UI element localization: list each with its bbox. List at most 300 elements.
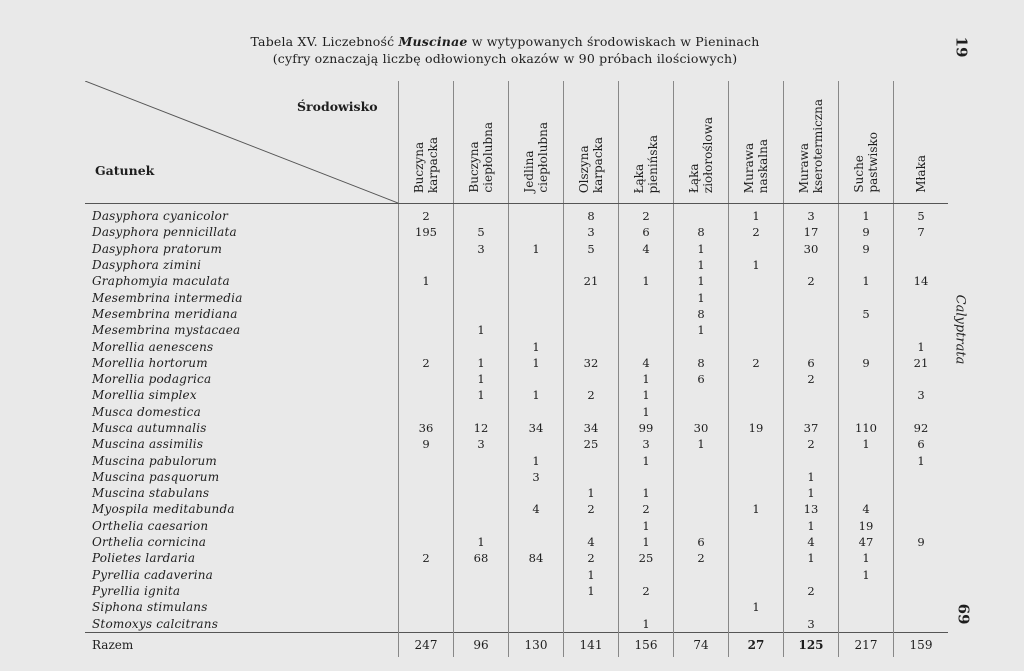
count-cell [784, 322, 839, 338]
count-cell [399, 387, 454, 403]
column-header [784, 81, 839, 204]
column-header-label [412, 137, 440, 193]
count-cell [454, 469, 509, 485]
count-cell [399, 452, 454, 468]
count-cell [454, 204, 509, 225]
count-cell [839, 404, 894, 420]
table-row [85, 257, 948, 273]
column-header [729, 81, 784, 204]
count-cell [399, 289, 454, 305]
count-cell [509, 289, 564, 305]
count-cell [894, 306, 949, 322]
column-header [454, 81, 509, 204]
count-cell [784, 257, 839, 273]
table-row [85, 452, 948, 468]
column-header [399, 81, 454, 204]
count-cell [674, 583, 729, 599]
count-cell: 5 [839, 306, 894, 322]
species-name: Morellia simplex [92, 388, 197, 403]
count-cell [509, 322, 564, 338]
corner-cell [85, 81, 399, 204]
count-cell: 1 [729, 257, 784, 273]
count-cell: 5 [894, 204, 949, 225]
count-cell: 1 [839, 436, 894, 452]
count-cell [399, 371, 454, 387]
count-cell [839, 322, 894, 338]
count-cell [454, 257, 509, 273]
count-cell [509, 371, 564, 387]
count-cell: 1 [729, 599, 784, 615]
count-cell: 3 [509, 469, 564, 485]
count-cell [894, 257, 949, 273]
count-cell [619, 599, 674, 615]
count-cell [839, 257, 894, 273]
count-cell: 1 [454, 355, 509, 371]
count-cell: 1 [729, 204, 784, 225]
count-cell [399, 338, 454, 354]
table-row [85, 501, 948, 517]
count-cell: 8 [674, 306, 729, 322]
count-cell [784, 387, 839, 403]
count-cell: 30 [784, 241, 839, 257]
page-number-bottom: 69 [954, 603, 973, 625]
count-cell [784, 452, 839, 468]
count-cell [564, 289, 619, 305]
species-name: Pyrellia ignita [92, 583, 181, 598]
count-cell: 4 [564, 534, 619, 550]
count-cell [509, 534, 564, 550]
count-cell: 1 [674, 241, 729, 257]
count-cell [619, 567, 674, 583]
count-cell: 21 [564, 273, 619, 289]
count-cell: 1 [564, 567, 619, 583]
count-cell [454, 404, 509, 420]
count-cell [454, 273, 509, 289]
count-cell [729, 534, 784, 550]
count-cell [564, 469, 619, 485]
count-cell [729, 518, 784, 534]
table-row [85, 273, 948, 289]
count-cell: 25 [619, 550, 674, 566]
count-cell [674, 387, 729, 403]
count-cell [894, 501, 949, 517]
count-cell: 1 [839, 273, 894, 289]
count-cell: 110 [839, 420, 894, 436]
table-row [85, 420, 948, 436]
column-header-label [742, 139, 770, 193]
count-cell: 1 [619, 273, 674, 289]
count-cell: 2 [784, 436, 839, 452]
table-row [85, 404, 948, 420]
count-cell [839, 387, 894, 403]
species-name: Morellia hortorum [92, 355, 208, 370]
total-cell: 130 [509, 632, 564, 657]
count-cell: 1 [509, 452, 564, 468]
count-cell [564, 257, 619, 273]
count-cell [729, 241, 784, 257]
total-cell: 74 [674, 632, 729, 657]
count-cell [674, 501, 729, 517]
table-row [85, 322, 948, 338]
count-cell [674, 599, 729, 615]
count-cell [399, 485, 454, 501]
species-name: Dasyphora pratorum [92, 241, 223, 256]
count-cell [729, 273, 784, 289]
species-name: Muscina pasquorum [92, 469, 220, 484]
count-cell [784, 338, 839, 354]
count-cell [894, 615, 949, 632]
count-cell: 6 [674, 371, 729, 387]
count-cell [839, 371, 894, 387]
count-cell: 2 [399, 355, 454, 371]
column-header-label [797, 99, 825, 193]
count-cell: 5 [564, 241, 619, 257]
count-cell: 3 [619, 436, 674, 452]
count-cell [564, 452, 619, 468]
table-row [85, 436, 948, 452]
column-header [619, 81, 674, 204]
column-header-line: Łąka [687, 163, 701, 193]
count-cell [674, 204, 729, 225]
total-cell: 247 [399, 632, 454, 657]
count-cell: 1 [454, 534, 509, 550]
count-cell: 1 [454, 371, 509, 387]
count-cell: 3 [784, 204, 839, 225]
count-cell [399, 501, 454, 517]
count-cell [509, 436, 564, 452]
table-row [85, 306, 948, 322]
count-cell [619, 257, 674, 273]
count-cell [729, 306, 784, 322]
column-header-line: Murawa [797, 142, 811, 193]
count-cell: 3 [784, 615, 839, 632]
table-body [85, 204, 948, 633]
count-cell: 6 [894, 436, 949, 452]
count-cell [454, 289, 509, 305]
count-cell [674, 469, 729, 485]
species-name: Stomoxys calcitrans [92, 616, 219, 631]
column-header-line: Łąka [632, 163, 646, 193]
count-cell: 1 [784, 485, 839, 501]
count-cell: 8 [674, 355, 729, 371]
species-name: Pyrellia cadaverina [92, 567, 214, 582]
total-cell: 141 [564, 632, 619, 657]
count-cell: 2 [729, 224, 784, 240]
total-cell: 27 [729, 632, 784, 657]
caption-line-2: (cyfry oznaczają liczbę odłowionych okazów w 90 próbach ilościowych) [272, 51, 738, 66]
column-header-label [577, 137, 605, 193]
count-cell: 1 [509, 241, 564, 257]
species-name: Orthelia cornicina [92, 535, 207, 550]
count-cell: 1 [619, 534, 674, 550]
count-cell: 32 [564, 355, 619, 371]
column-header-line: karpacka [426, 136, 440, 193]
count-cell [894, 567, 949, 583]
table-row [85, 371, 948, 387]
count-cell: 2 [729, 355, 784, 371]
table-row [85, 355, 948, 371]
count-cell [839, 583, 894, 599]
count-cell [454, 501, 509, 517]
count-cell [894, 485, 949, 501]
count-cell [894, 599, 949, 615]
table-row [85, 567, 948, 583]
count-cell: 6 [674, 534, 729, 550]
count-cell [674, 518, 729, 534]
header-row [85, 81, 948, 204]
count-cell [894, 241, 949, 257]
count-cell: 2 [784, 273, 839, 289]
count-cell: 2 [564, 501, 619, 517]
count-cell [509, 257, 564, 273]
count-cell: 7 [894, 224, 949, 240]
count-cell: 4 [619, 241, 674, 257]
species-name: Muscina pabulorum [92, 453, 217, 468]
count-cell: 25 [564, 436, 619, 452]
count-cell: 2 [674, 550, 729, 566]
count-cell: 9 [839, 355, 894, 371]
species-name: Muscina assimilis [92, 437, 204, 452]
count-cell [564, 338, 619, 354]
count-cell: 92 [894, 420, 949, 436]
count-cell: 1 [454, 322, 509, 338]
table-row [85, 387, 948, 403]
count-cell [564, 404, 619, 420]
count-cell [784, 306, 839, 322]
table-row [85, 224, 948, 240]
species-name: Musca domestica [92, 404, 201, 419]
total-row [85, 632, 948, 657]
count-cell [619, 469, 674, 485]
column-header-label [632, 135, 660, 194]
count-cell: 8 [564, 204, 619, 225]
total-cell: 159 [894, 632, 949, 657]
column-header-line: ziołoroślowa [701, 116, 715, 193]
table-row [85, 469, 948, 485]
count-cell [509, 518, 564, 534]
table-row [85, 204, 948, 225]
count-cell [619, 289, 674, 305]
count-cell [784, 404, 839, 420]
count-cell: 4 [509, 501, 564, 517]
column-header-line: pienińska [646, 134, 660, 193]
column-header-line: Jedlina [522, 150, 536, 193]
column-header-line: karpacka [591, 136, 605, 193]
column-header-line: ciepłolubna [536, 122, 550, 193]
column-header-line: Buczyna [412, 141, 426, 193]
count-cell [509, 599, 564, 615]
count-cell [894, 322, 949, 338]
column-header-line: Suche [852, 155, 866, 193]
count-cell [729, 387, 784, 403]
table-row [85, 550, 948, 566]
count-cell [454, 599, 509, 615]
count-cell: 8 [674, 224, 729, 240]
count-cell: 3 [564, 224, 619, 240]
column-header-line: ciepłolubna [481, 122, 495, 193]
column-header-label [522, 122, 550, 193]
count-cell [564, 615, 619, 632]
count-cell: 12 [454, 420, 509, 436]
species-name: Siphona stimulans [92, 600, 208, 615]
column-header [839, 81, 894, 204]
count-cell: 1 [674, 322, 729, 338]
count-cell [729, 404, 784, 420]
total-cell: 217 [839, 632, 894, 657]
count-cell: 195 [399, 224, 454, 240]
count-cell [399, 615, 454, 632]
count-cell [509, 583, 564, 599]
count-cell [564, 518, 619, 534]
count-cell [729, 452, 784, 468]
count-cell [399, 583, 454, 599]
total-cell: 125 [784, 632, 839, 657]
count-cell [454, 518, 509, 534]
count-cell: 14 [894, 273, 949, 289]
column-header-line: Buczyna [467, 141, 481, 193]
caption-prefix: Tabela XV. Liczebność [250, 34, 399, 49]
count-cell [674, 485, 729, 501]
count-cell [564, 371, 619, 387]
count-cell [894, 404, 949, 420]
count-cell [894, 371, 949, 387]
total-cell: 96 [454, 632, 509, 657]
count-cell: 30 [674, 420, 729, 436]
column-header-label [852, 132, 880, 193]
count-cell: 1 [674, 289, 729, 305]
count-cell [509, 567, 564, 583]
count-cell [729, 338, 784, 354]
column-header [674, 81, 729, 204]
count-cell [894, 518, 949, 534]
caption-line-1 [0, 33, 1010, 50]
count-cell: 6 [619, 224, 674, 240]
count-cell [839, 338, 894, 354]
column-header-line: kserotermiczna [811, 98, 825, 193]
table-caption [0, 33, 1010, 67]
count-cell: 1 [454, 387, 509, 403]
count-cell [399, 567, 454, 583]
column-header-line: pastwisko [866, 132, 880, 193]
count-cell: 1 [674, 273, 729, 289]
count-cell [839, 452, 894, 468]
species-name: Mesembrina mystacaea [92, 323, 241, 338]
count-cell: 4 [839, 501, 894, 517]
count-cell [839, 485, 894, 501]
column-header [894, 81, 949, 204]
count-cell: 9 [894, 534, 949, 550]
count-cell [619, 338, 674, 354]
count-cell: 9 [839, 241, 894, 257]
caption-taxon: Muscinae [398, 34, 468, 49]
count-cell: 2 [619, 204, 674, 225]
column-header-label [914, 155, 928, 193]
environment-header: Środowisko [297, 99, 378, 114]
count-cell: 6 [784, 355, 839, 371]
count-cell [729, 371, 784, 387]
count-cell [839, 469, 894, 485]
count-cell: 1 [784, 550, 839, 566]
count-cell: 5 [454, 224, 509, 240]
count-cell: 2 [399, 204, 454, 225]
count-cell [399, 404, 454, 420]
column-header-line: Murawa [742, 142, 756, 193]
count-cell: 3 [454, 241, 509, 257]
table-row [85, 534, 948, 550]
species-name: Graphomyia maculata [92, 274, 230, 289]
count-cell [729, 322, 784, 338]
count-cell [729, 567, 784, 583]
count-cell: 3 [454, 436, 509, 452]
count-cell: 19 [729, 420, 784, 436]
count-cell: 1 [674, 257, 729, 273]
count-cell: 68 [454, 550, 509, 566]
count-cell [784, 567, 839, 583]
count-cell [454, 338, 509, 354]
column-header [564, 81, 619, 204]
count-cell: 19 [839, 518, 894, 534]
count-cell: 17 [784, 224, 839, 240]
count-cell [729, 583, 784, 599]
table-row [85, 615, 948, 632]
count-cell [399, 534, 454, 550]
count-cell: 4 [784, 534, 839, 550]
count-cell [454, 485, 509, 501]
side-section-label: Calyptrata [952, 294, 968, 365]
count-cell [509, 273, 564, 289]
species-name: Dasyphora pennicillata [92, 225, 237, 240]
caption-suffix: w wytypowanych środowiskach w Pieninach [467, 34, 760, 49]
count-cell: 2 [564, 387, 619, 403]
column-header-line: naskalna [756, 138, 770, 193]
count-cell: 99 [619, 420, 674, 436]
count-cell: 1 [619, 371, 674, 387]
count-cell: 21 [894, 355, 949, 371]
count-cell [399, 257, 454, 273]
table-row [85, 241, 948, 257]
count-cell [454, 583, 509, 599]
count-cell [839, 615, 894, 632]
count-cell: 9 [399, 436, 454, 452]
count-cell [454, 615, 509, 632]
count-cell [454, 452, 509, 468]
count-cell [619, 322, 674, 338]
count-cell [619, 306, 674, 322]
count-cell: 1 [619, 452, 674, 468]
count-cell: 1 [509, 338, 564, 354]
count-cell [729, 485, 784, 501]
count-cell [729, 436, 784, 452]
count-cell [894, 289, 949, 305]
count-cell [399, 599, 454, 615]
total-cell: 156 [619, 632, 674, 657]
count-cell: 9 [839, 224, 894, 240]
count-cell [564, 322, 619, 338]
species-name: Muscina stabulans [92, 486, 210, 501]
count-cell [399, 306, 454, 322]
table-row [85, 485, 948, 501]
count-cell: 1 [619, 485, 674, 501]
count-cell: 1 [839, 204, 894, 225]
count-cell [509, 615, 564, 632]
count-cell: 1 [509, 387, 564, 403]
column-header-line: Olszyna [577, 145, 591, 193]
column-header-label [467, 122, 495, 193]
count-cell [674, 338, 729, 354]
count-cell: 1 [399, 273, 454, 289]
column-header-label [687, 117, 715, 193]
count-cell [454, 306, 509, 322]
